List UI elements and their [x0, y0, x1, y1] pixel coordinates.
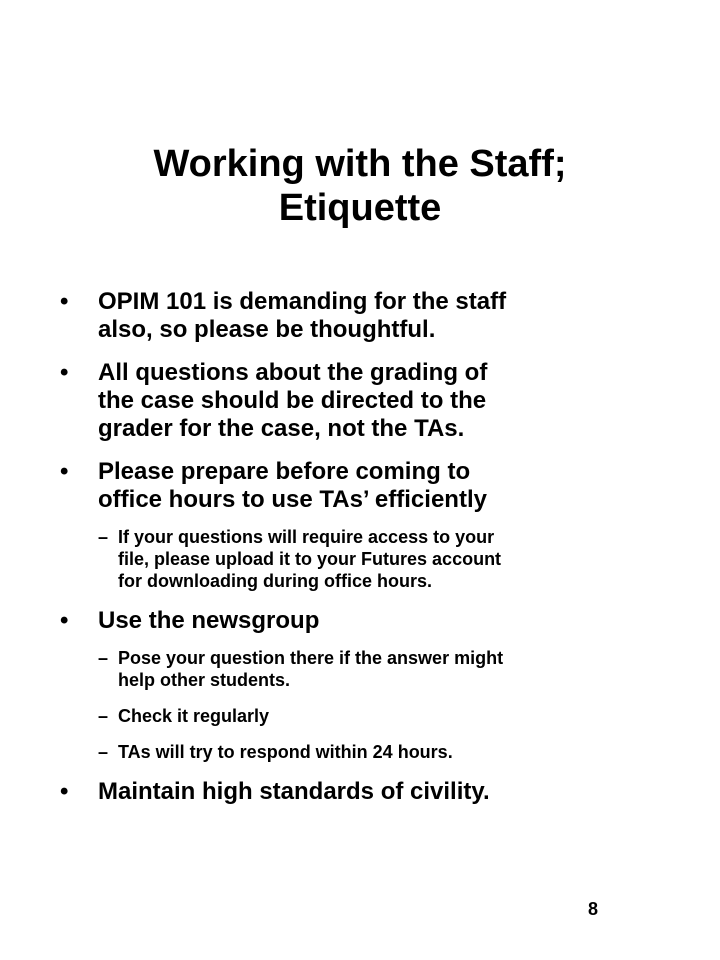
- sub-bullet-text-line: Check it regularly: [118, 706, 270, 726]
- bullet-text-line: Maintain high standards of civility.: [98, 778, 490, 805]
- bullet-item: [60, 607, 670, 763]
- bullet-item: [60, 288, 670, 344]
- sub-bullet-text-line: file, please upload it to your Futures account: [118, 549, 502, 569]
- bullet-dot-icon: •: [60, 458, 69, 485]
- dash-icon: –: [98, 527, 109, 547]
- bullet-list: [60, 288, 670, 821]
- dash-icon: –: [98, 648, 109, 668]
- bullet-text-line: the case should be directed to the: [98, 387, 487, 414]
- sub-bullet-item: [98, 526, 670, 592]
- sub-bullet-item: [98, 741, 670, 763]
- sub-bullet-text-line: for downloading during office hours.: [118, 571, 432, 591]
- bullet-text-line: Please prepare before coming to: [98, 458, 471, 485]
- bullet-dot-icon: •: [60, 359, 69, 386]
- sub-bullet-list: [98, 647, 670, 763]
- bullet-dot-icon: •: [60, 288, 69, 315]
- bullet-dot-icon: •: [60, 607, 69, 634]
- sub-bullet-item: [98, 705, 670, 727]
- sub-bullet-text-line: help other students.: [118, 670, 291, 690]
- bullet-text-line: office hours to use TAs’ efficiently: [98, 486, 487, 513]
- sub-bullet-text-line: If your questions will require access to your: [118, 527, 495, 547]
- bullet-dot-icon: •: [60, 778, 69, 805]
- sub-bullet-item: [98, 647, 670, 691]
- slide-title-line-1: Working with the Staff;: [153, 143, 567, 185]
- sub-bullet-list: [98, 526, 670, 592]
- bullet-text-line: All questions about the grading of: [98, 359, 488, 386]
- dash-icon: –: [98, 706, 109, 726]
- slide-title: [60, 142, 660, 230]
- page-number: 8: [588, 899, 599, 919]
- bullet-item: [60, 458, 670, 592]
- bullet-text-line: also, so please be thoughtful.: [98, 316, 436, 343]
- bullet-text-line: OPIM 101 is demanding for the staff: [98, 288, 507, 315]
- sub-bullet-text-line: TAs will try to respond within 24 hours.: [118, 742, 453, 762]
- dash-icon: –: [98, 742, 109, 762]
- bullet-item: [60, 778, 670, 806]
- bullet-text-line: Use the newsgroup: [98, 607, 320, 634]
- slide-title-line-2: Etiquette: [278, 187, 442, 229]
- bullet-item: [60, 359, 670, 443]
- sub-bullet-text-line: Pose your question there if the answer might: [118, 648, 504, 668]
- bullet-text-line: grader for the case, not the TAs.: [98, 415, 465, 442]
